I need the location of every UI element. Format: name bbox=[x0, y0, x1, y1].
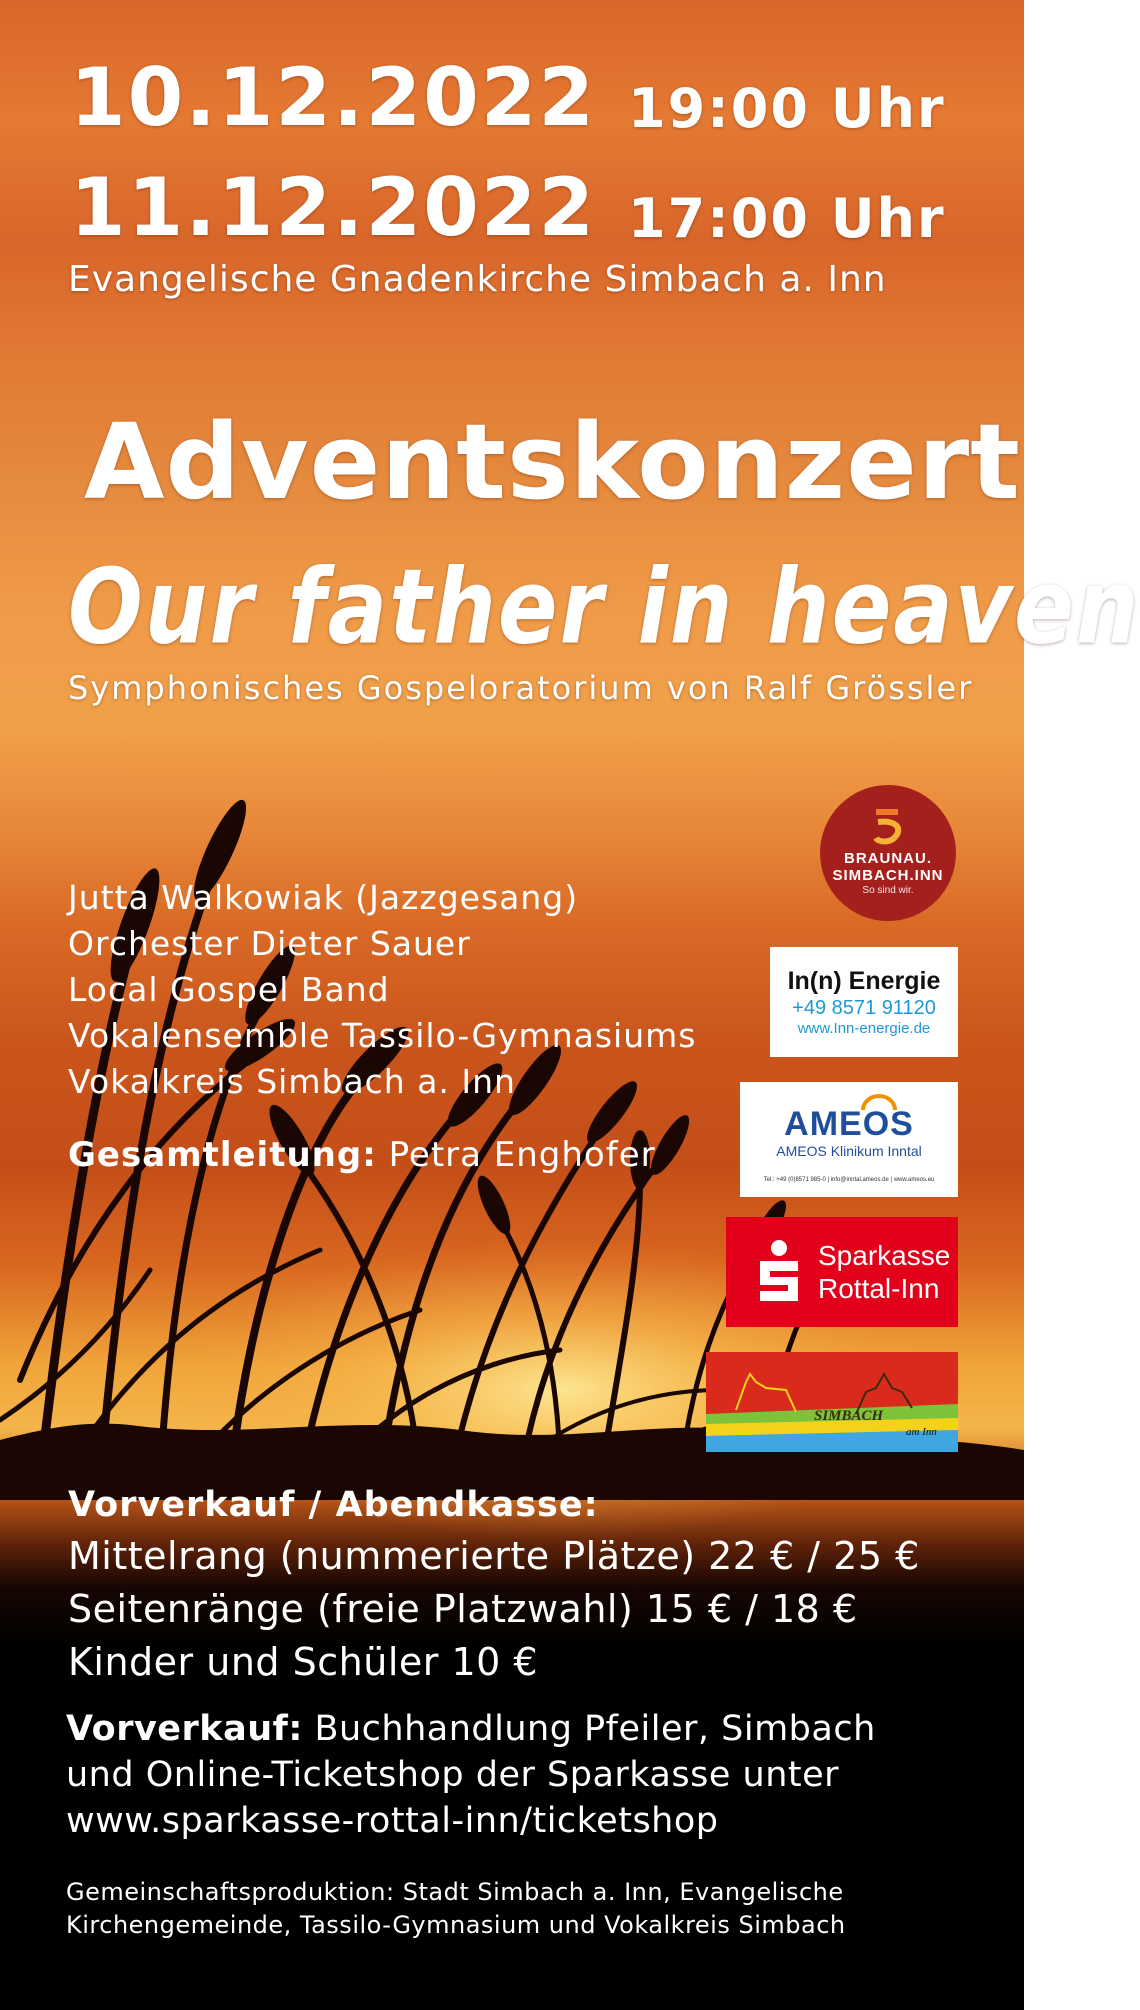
simbach-am-inn-logo bbox=[706, 1352, 958, 1452]
sparkasse-s-icon bbox=[754, 1239, 804, 1305]
presale-line1: Buchhandlung Pfeiler, Simbach bbox=[314, 1709, 876, 1749]
price-item: Seitenränge (freie Platzwahl) 15 € / 18 € bbox=[68, 1587, 858, 1631]
presale-info bbox=[66, 1706, 876, 1844]
sparkasse-line1: Sparkasse bbox=[818, 1240, 951, 1271]
inn-energie-web: www.Inn-energie.de bbox=[797, 1020, 931, 1037]
ameos-logo bbox=[740, 1082, 958, 1197]
concert-title: Adventskonzert bbox=[84, 401, 1021, 523]
braunau-emblem-icon bbox=[868, 808, 908, 850]
performer-item: Vokalensemble Tassilo-Gymnasiums bbox=[68, 1016, 697, 1055]
presale-line3: www.sparkasse-rottal-inn/ticketshop bbox=[66, 1801, 719, 1841]
inn-energie-phone: +49 8571 91120 bbox=[792, 997, 936, 1019]
inn-energie-logo bbox=[770, 947, 958, 1057]
concert-time-1: 19:00 Uhr bbox=[628, 77, 946, 140]
ameos-clinic-name: AMEOS Klinikum Inntal bbox=[776, 1142, 922, 1159]
braunau-simbach-logo bbox=[820, 785, 956, 921]
price-item: Mittelrang (nummerierte Plätze) 22 € / 25 € bbox=[68, 1534, 920, 1578]
sparkasse-line2: Rottal-Inn bbox=[818, 1273, 940, 1304]
concert-date-2: 11.12.2022 bbox=[70, 161, 597, 254]
venue: Evangelische Gnadenkirche Simbach a. Inn bbox=[68, 259, 887, 300]
simbach-suffix: am Inn bbox=[906, 1426, 937, 1438]
performer-item: Vokalkreis Simbach a. Inn bbox=[68, 1062, 516, 1101]
production-credits bbox=[66, 1876, 846, 1942]
braunau-line2: SIMBACH.INN bbox=[832, 867, 944, 884]
concert-time-2: 17:00 Uhr bbox=[628, 187, 946, 250]
performer-item: Jutta Walkowiak (Jazzgesang) bbox=[68, 878, 579, 917]
concert-subtitle: Our father in heaven bbox=[68, 545, 1140, 668]
braunau-line1: BRAUNAU. bbox=[844, 850, 932, 867]
ameos-brand: AMEOS bbox=[784, 1104, 914, 1143]
price-item: Kinder und Schüler 10 € bbox=[68, 1640, 539, 1684]
overall-direction-name: Petra Enghofer bbox=[388, 1135, 656, 1175]
inn-energie-name: In(n) Energie bbox=[787, 967, 941, 995]
credits-line2: Kirchengemeinde, Tassilo-Gymnasium und Vokalkreis Simbach bbox=[66, 1911, 846, 1939]
work-description: Symphonisches Gospeloratorium von Ralf Grössler bbox=[68, 669, 974, 707]
ticket-prices bbox=[68, 1480, 920, 1689]
braunau-tagline: So sind wir. bbox=[862, 885, 914, 896]
simbach-name: SIMBACH bbox=[814, 1408, 884, 1424]
ameos-contact: Tel.: +49 (0)8571 985-0 | info@inntal.ameos.de | www.ameos.eu bbox=[763, 1176, 935, 1183]
ticket-heading: Vorverkauf / Abendkasse: bbox=[68, 1485, 599, 1525]
presale-line2: und Online-Ticketshop der Sparkasse unter bbox=[66, 1755, 840, 1795]
concert-date-1: 10.12.2022 bbox=[70, 51, 597, 144]
performer-item: Local Gospel Band bbox=[68, 970, 390, 1009]
overall-direction-label: Gesamtleitung: bbox=[68, 1135, 377, 1175]
overall-direction bbox=[68, 1135, 656, 1175]
presale-label: Vorverkauf: bbox=[66, 1709, 303, 1749]
performer-item: Orchester Dieter Sauer bbox=[68, 924, 471, 963]
sparkasse-logo bbox=[726, 1217, 958, 1327]
performers-list bbox=[68, 875, 696, 1105]
credits-line1: Gemeinschaftsproduktion: Stadt Simbach a. Inn, Evangelische bbox=[66, 1878, 844, 1906]
